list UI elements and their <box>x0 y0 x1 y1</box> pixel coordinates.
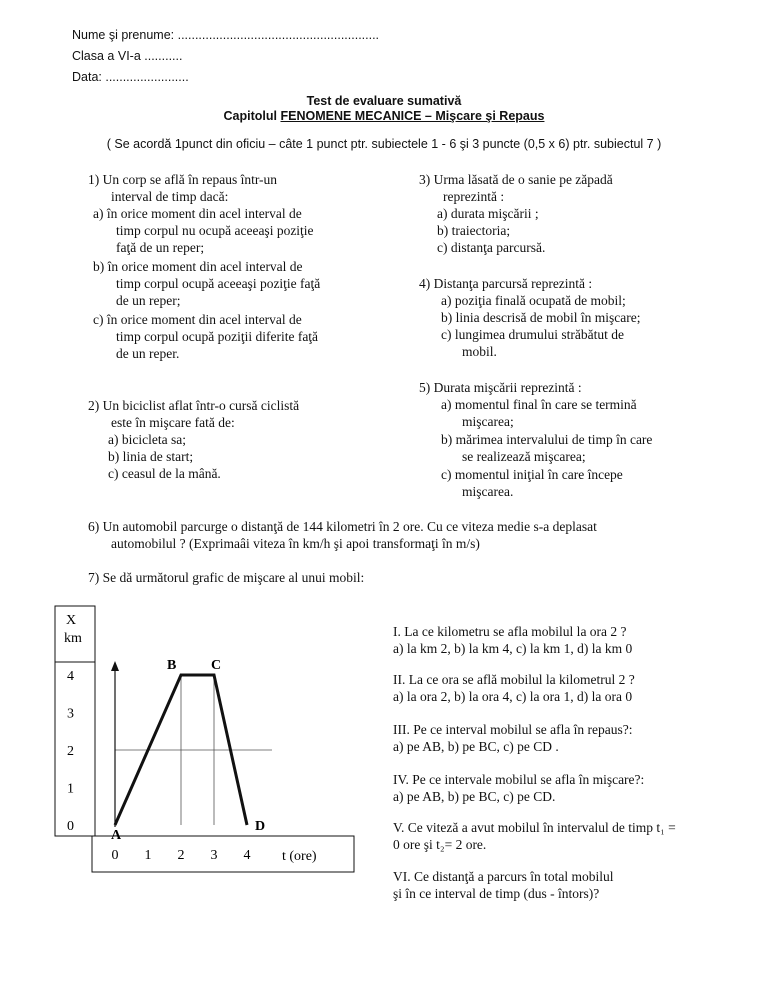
point-label-b: B <box>167 658 177 673</box>
class-field: Clasa a VI-a ........... <box>72 49 183 63</box>
subq-1-answers: a) la km 2, b) la km 4, c) la km 1, d) la km 0 <box>393 641 633 656</box>
q3-option-a: a) durata mişcării ; <box>437 206 539 221</box>
point-label-c: C <box>211 658 222 673</box>
x-tick-label: 0 <box>111 848 119 863</box>
q7-line: 7) Se dă următorul grafic de mişcare al unui mobil: <box>88 570 365 585</box>
q3-option-b: b) traiectoria; <box>437 223 511 238</box>
q6-line: automobilul ? (Exprimaâi viteza în km/h şi apoi transformaţi în m/s) <box>111 536 480 551</box>
q6-line: 6) Un automobil parcurge o distanţă de 144 kilometri în 2 ore. Cu ce viteza medie s-a deplasat <box>88 519 597 534</box>
scoring-note: ( Se acordă 1punct din oficiu – câte 1 punct ptr. subiectele 1 - 6 şi 3 puncte (0,5 x 6) ptr. subiectul 7 ) <box>106 137 662 151</box>
q5-option-b: b) mărimea intervalului de timp în care <box>441 432 653 447</box>
q5-option-c: c) momentul iniţial în care începe <box>441 467 623 482</box>
y-tick-label: 1 <box>67 781 74 797</box>
point-label-a: A <box>111 828 122 843</box>
q4-option-c: c) lungimea drumului străbătut de <box>441 327 624 342</box>
q2-option-b: b) linia de start; <box>108 449 194 464</box>
date-field: Data: ........................ <box>72 70 189 84</box>
y-tick-label: 2 <box>67 744 74 759</box>
test-title: Test de evaluare sumativă <box>306 94 462 108</box>
q5-option-a: mişcarea; <box>462 414 514 429</box>
q5-option-a: a) momentul final în care se termină <box>441 397 637 412</box>
name-field: Nume şi prenume: .......................................................... <box>72 28 380 42</box>
q4-option-a: a) poziţia finală ocupată de mobil; <box>441 293 626 308</box>
subq-3: III. Pe ce interval mobilul se afla în repaus?: <box>393 722 633 737</box>
x-tick-label: 1 <box>144 848 152 863</box>
ylabel-unit: km <box>64 631 82 646</box>
yaxis-box <box>55 662 95 836</box>
q2-option-a: a) bicicleta sa; <box>108 432 186 447</box>
q1-option-a: a) în orice moment din acel interval de <box>93 206 302 221</box>
subq-4-answers: a) pe AB, b) pe BC, c) pe CD. <box>393 789 556 804</box>
q3-line: reprezintă : <box>443 189 505 204</box>
q4-line: 4) Distanţa parcursă reprezintă : <box>419 276 593 291</box>
q4-option-c: mobil. <box>462 344 497 359</box>
y-axis-arrow <box>111 661 119 671</box>
q2-line: 2) Un biciclist aflat într-o cursă ciclistă <box>88 398 300 413</box>
subq-5: 0 ore şi t₂= 2 ore. <box>393 837 487 852</box>
q1-option-b: timp corpul ocupă aceeaşi poziţie faţă <box>116 276 321 291</box>
q3-line: 3) Urma lăsată de o sanie pe zăpadă <box>419 172 613 187</box>
q2-line: este în mişcare fată de: <box>111 415 235 430</box>
subq-2: II. La ce ora se află mobilul la kilometrul 2 ? <box>393 672 635 687</box>
motion-graph <box>0 600 380 880</box>
q1-option-a: faţă de un reper; <box>116 240 205 255</box>
subq-4: IV. Pe ce intervale mobilul se afla în mişcare?: <box>393 772 645 787</box>
q1-line: interval de timp dacă: <box>111 189 229 204</box>
subq-6: VI. Ce distanţă a parcurs în total mobilul <box>393 869 614 884</box>
q1-option-b: de un reper; <box>116 293 181 308</box>
y-tick-label: 0 <box>67 819 74 834</box>
q1-line: 1) Un corp se află în repaus într-un <box>88 172 278 187</box>
q5-option-b: se realizează mişcarea; <box>462 449 586 464</box>
ylabel-x: X <box>66 613 77 628</box>
chapter-name: FENOMENE MECANICE – Mişcare şi Repaus <box>280 109 545 123</box>
y-tick-label: 3 <box>67 706 74 722</box>
q1-option-c: de un reper. <box>116 346 180 361</box>
q2-option-c: c) ceasul de la mână. <box>108 466 221 481</box>
q5-line: 5) Durata mişcării reprezintă : <box>419 380 582 395</box>
x-tick-label: 2 <box>177 848 185 863</box>
x-tick-label: 4 <box>243 848 251 863</box>
chapter-prefix: Capitolul <box>223 109 281 123</box>
x-tick-label: 3 <box>210 848 218 863</box>
y-tick-label: 4 <box>67 669 74 684</box>
subq-1: I. La ce kilometru se afla mobilul la ora 2 ? <box>393 624 627 639</box>
q1-option-c: c) în orice moment din acel interval de <box>93 312 302 327</box>
q1-option-c: timp corpul ocupă poziţii diferite faţă <box>116 329 319 344</box>
xaxis-label: t (ore) <box>282 849 317 864</box>
point-label-d: D <box>255 819 266 834</box>
subq-6: şi în ce interval de timp (dus - întors)? <box>393 886 600 901</box>
q1-option-a: timp corpul nu ocupă aceeaşi poziţie <box>116 223 314 238</box>
subq-3-answers: a) pe AB, b) pe BC, c) pe CD . <box>393 739 559 754</box>
subq-2-answers: a) la ora 2, b) la ora 4, c) la ora 1, d) la ora 0 <box>393 689 633 704</box>
q1-option-b: b) în orice moment din acel interval de <box>93 259 303 274</box>
subq-5: V. Ce viteză a avut mobilul în intervalul de timp t₁ = <box>393 820 676 835</box>
q5-option-c: mişcarea. <box>462 484 514 499</box>
chapter-title <box>0 109 768 123</box>
q3-option-c: c) distanţa parcursă. <box>437 240 546 255</box>
q4-option-b: b) linia descrisă de mobil în mişcare; <box>441 310 641 325</box>
